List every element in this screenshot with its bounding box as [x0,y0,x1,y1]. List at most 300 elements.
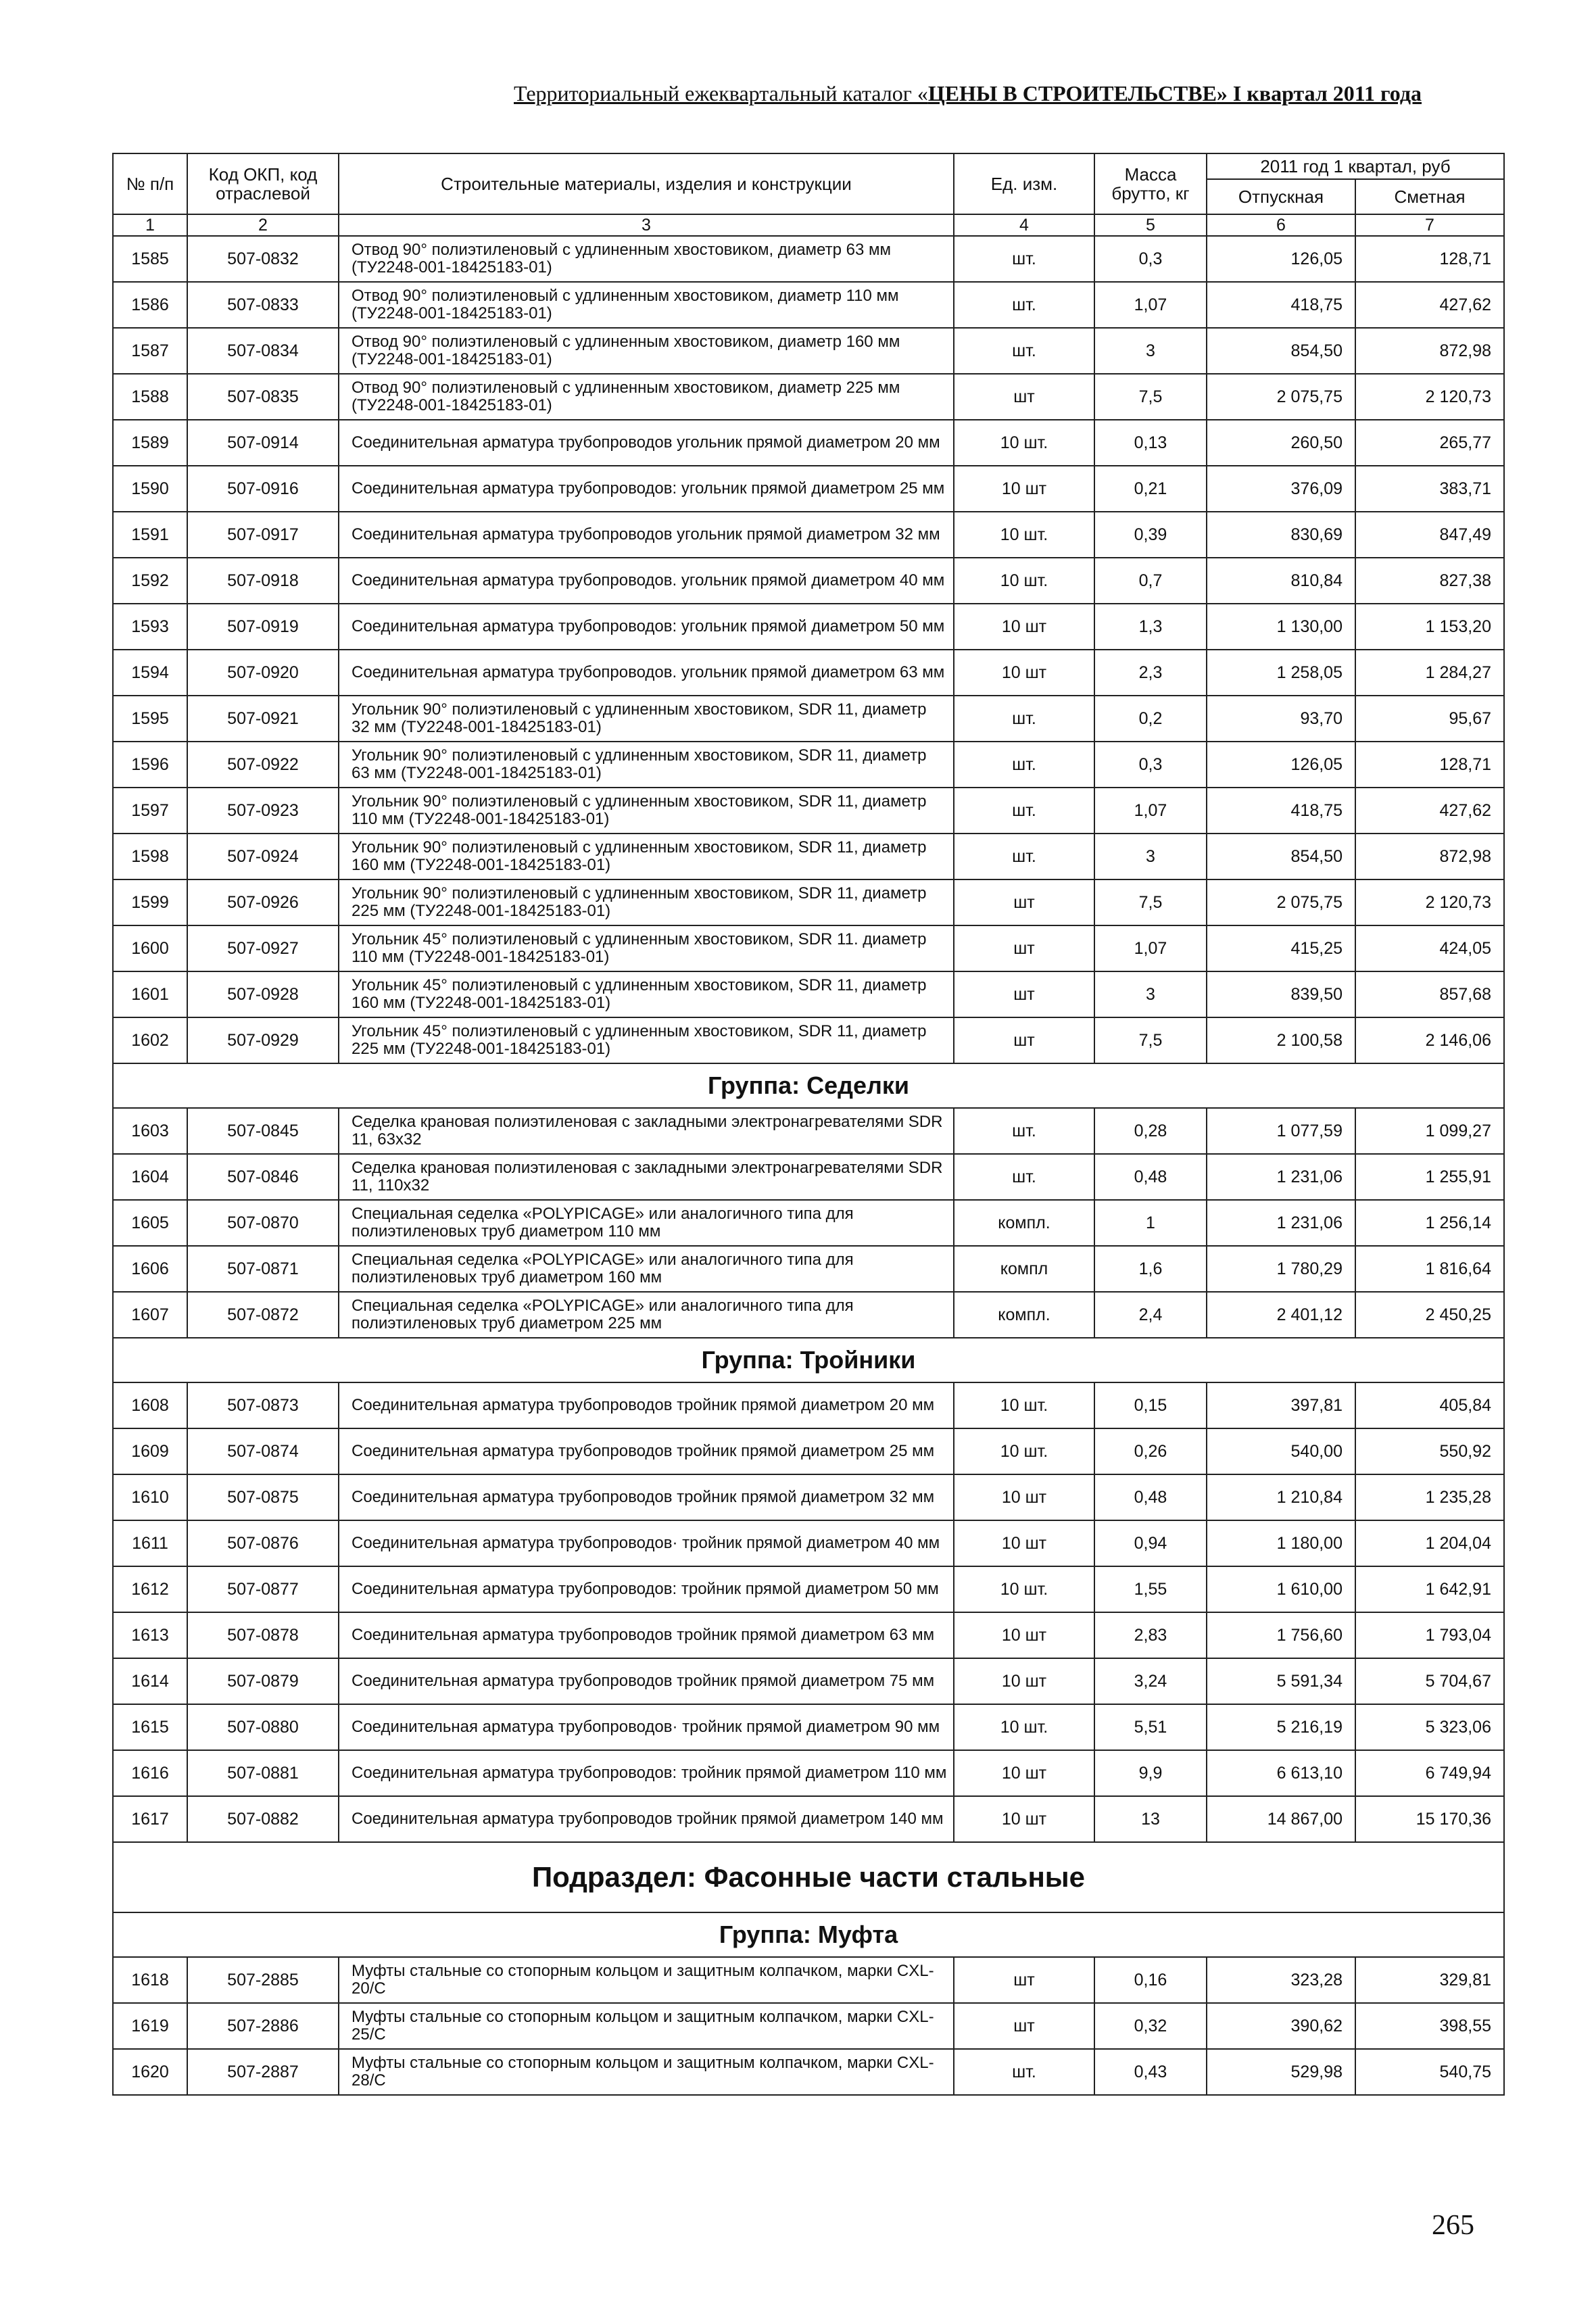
okp-code: 507-0881 [187,1750,339,1796]
release-price: 854,50 [1207,834,1355,879]
row-number: 1613 [113,1612,187,1658]
gross-mass: 5,51 [1094,1704,1207,1750]
row-number: 1599 [113,879,187,925]
material-name: Специальная седелка «POLYPICAGE» или аналогичного типа для полиэтиленовых труб диаметром 110 мм [339,1200,954,1246]
table-row [113,1520,1504,1566]
unit: 10 шт [954,1474,1094,1520]
estimate-price: 1 256,14 [1355,1200,1504,1246]
estimate-price: 265,77 [1355,420,1504,466]
unit: 10 шт. [954,1704,1094,1750]
table-row [113,696,1504,742]
table-row [113,374,1504,420]
subsection-heading-steel: Подраздел: Фасонные части стальные [113,1842,1504,1912]
unit: 10 шт. [954,420,1094,466]
release-price: 830,69 [1207,512,1355,558]
gross-mass: 1,07 [1094,282,1207,328]
row-number: 1594 [113,650,187,696]
row-number: 1595 [113,696,187,742]
release-price: 5 591,34 [1207,1658,1355,1704]
material-name: Соединительная арматура трубопроводов угольник прямой диаметром 32 мм [339,512,954,558]
table-row [113,236,1504,282]
release-price: 260,50 [1207,420,1355,466]
release-price: 854,50 [1207,328,1355,374]
okp-code: 507-0833 [187,282,339,328]
okp-code: 507-0874 [187,1428,339,1474]
material-name: Отвод 90° полиэтиленовый с удлиненным хвостовиком, диаметр 110 мм (ТУ2248-001-18425183-01) [339,282,954,328]
material-name: Соединительная арматура трубопроводов. угольник прямой диаметром 40 мм [339,558,954,604]
estimate-price: 424,05 [1355,925,1504,971]
row-number: 1615 [113,1704,187,1750]
gross-mass: 13 [1094,1796,1207,1842]
material-name: Муфты стальные со стопорным кольцом и защитным колпачком, марки CXL-20/C [339,1957,954,2003]
estimate-price: 872,98 [1355,834,1504,879]
table-row [113,1292,1504,1338]
column-number: 4 [954,214,1094,236]
material-name: Соединительная арматура трубопроводов: тройник прямой диаметром 50 мм [339,1566,954,1612]
gross-mass: 7,5 [1094,1017,1207,1063]
okp-code: 507-0916 [187,466,339,512]
material-name: Угольник 45° полиэтиленовый с удлиненным хвостовиком, SDR 11. диаметр 110 мм (ТУ2248-001-18425183-01) [339,925,954,971]
material-name: Соединительная арматура трубопроводов тройник прямой диаметром 75 мм [339,1658,954,1704]
release-price: 418,75 [1207,282,1355,328]
release-price: 14 867,00 [1207,1796,1355,1842]
col-code-header: Код ОКП, код отраслевой [187,153,339,214]
material-name: Седелка крановая полиэтиленовая с закладными электронагревателями SDR 11, 110x32 [339,1154,954,1200]
material-name: Специальная седелка «POLYPICAGE» или аналогичного типа для полиэтиленовых труб диаметром 160 мм [339,1246,954,1292]
table-row [113,1474,1504,1520]
release-price: 1 180,00 [1207,1520,1355,1566]
estimate-price: 550,92 [1355,1428,1504,1474]
okp-code: 507-0876 [187,1520,339,1566]
okp-code: 507-0878 [187,1612,339,1658]
estimate-price: 857,68 [1355,971,1504,1017]
row-number: 1617 [113,1796,187,1842]
estimate-price: 95,67 [1355,696,1504,742]
okp-code: 507-0877 [187,1566,339,1612]
gross-mass: 1,07 [1094,925,1207,971]
unit: компл. [954,1200,1094,1246]
gross-mass: 0,16 [1094,1957,1207,2003]
row-number: 1620 [113,2049,187,2095]
release-price: 6 613,10 [1207,1750,1355,1796]
okp-code: 507-0914 [187,420,339,466]
gross-mass: 0,39 [1094,512,1207,558]
table-row [113,1382,1504,1428]
row-number: 1585 [113,236,187,282]
unit: 10 шт. [954,1566,1094,1612]
row-number: 1604 [113,1154,187,1200]
row-number: 1603 [113,1108,187,1154]
row-number: 1600 [113,925,187,971]
material-name: Соединительная арматура трубопроводов· тройник прямой диаметром 40 мм [339,1520,954,1566]
release-price: 2 075,75 [1207,374,1355,420]
row-number: 1609 [113,1428,187,1474]
table-row [113,742,1504,788]
material-name: Соединительная арматура трубопроводов: тройник прямой диаметром 110 мм [339,1750,954,1796]
okp-code: 507-0917 [187,512,339,558]
material-name: Угольник 90° полиэтиленовый с удлиненным хвостовиком, SDR 11, диаметр 160 мм (ТУ2248-001-18425183-01) [339,834,954,879]
okp-code: 507-0871 [187,1246,339,1292]
release-price: 1 077,59 [1207,1108,1355,1154]
table-row [113,558,1504,604]
gross-mass: 7,5 [1094,374,1207,420]
unit: шт [954,925,1094,971]
column-number: 3 [339,214,954,236]
release-price: 397,81 [1207,1382,1355,1428]
estimate-price: 1 284,27 [1355,650,1504,696]
estimate-price: 2 120,73 [1355,374,1504,420]
material-name: Муфты стальные со стопорным кольцом и защитным колпачком, марки CXL-25/C [339,2003,954,2049]
table-row [113,834,1504,879]
header-title: ЦЕНЫ В СТРОИТЕЛЬСТВЕ [927,81,1217,105]
col-period-header: 2011 год 1 квартал, руб [1207,153,1504,179]
okp-code: 507-0921 [187,696,339,742]
unit: 10 шт [954,1658,1094,1704]
row-number: 1588 [113,374,187,420]
row-number: 1616 [113,1750,187,1796]
gross-mass: 3 [1094,971,1207,1017]
gross-mass: 0,28 [1094,1108,1207,1154]
gross-mass: 0,48 [1094,1474,1207,1520]
material-name: Отвод 90° полиэтиленовый с удлиненным хвостовиком, диаметр 160 мм (ТУ2248-001-18425183-01) [339,328,954,374]
table-row [113,1957,1504,2003]
unit: 10 шт [954,650,1094,696]
unit: шт. [954,328,1094,374]
gross-mass: 2,3 [1094,650,1207,696]
material-name: Соединительная арматура трубопроводов: угольник прямой диаметром 50 мм [339,604,954,650]
gross-mass: 1,07 [1094,788,1207,834]
table-row [113,1796,1504,1842]
gross-mass: 3 [1094,328,1207,374]
gross-mass: 0,26 [1094,1428,1207,1474]
row-number: 1589 [113,420,187,466]
material-name: Соединительная арматура трубопроводов: угольник прямой диаметром 25 мм [339,466,954,512]
release-price: 126,05 [1207,742,1355,788]
table-row [113,420,1504,466]
estimate-price: 1 255,91 [1355,1154,1504,1200]
gross-mass: 1,6 [1094,1246,1207,1292]
okp-code: 507-0834 [187,328,339,374]
gross-mass: 2,4 [1094,1292,1207,1338]
estimate-price: 2 146,06 [1355,1017,1504,1063]
unit: шт. [954,788,1094,834]
table-row [113,1658,1504,1704]
col-estimate-header: Сметная [1355,179,1504,214]
okp-code: 507-0923 [187,788,339,834]
table-row [113,1428,1504,1474]
row-number: 1593 [113,604,187,650]
table-row [113,1566,1504,1612]
gross-mass: 1,55 [1094,1566,1207,1612]
gross-mass: 0,3 [1094,742,1207,788]
okp-code: 507-0846 [187,1154,339,1200]
group-heading-coupling: Группа: Муфта [113,1912,1504,1957]
col-mass-header: Масса брутто, кг [1094,153,1207,214]
gross-mass: 3 [1094,834,1207,879]
unit: шт. [954,1154,1094,1200]
row-number: 1618 [113,1957,187,2003]
row-number: 1611 [113,1520,187,1566]
material-name: Угольник 90° полиэтиленовый с удлиненным хвостовиком, SDR 11, диаметр 63 мм (ТУ2248-001-18425183-01) [339,742,954,788]
release-price: 126,05 [1207,236,1355,282]
row-number: 1587 [113,328,187,374]
unit: шт. [954,1108,1094,1154]
row-number: 1610 [113,1474,187,1520]
estimate-price: 5 323,06 [1355,1704,1504,1750]
okp-code: 507-0882 [187,1796,339,1842]
table-row [113,1612,1504,1658]
row-number: 1596 [113,742,187,788]
estimate-price: 398,55 [1355,2003,1504,2049]
table-row [113,925,1504,971]
page-number: 265 [1432,2210,1474,2241]
estimate-price: 1 642,91 [1355,1566,1504,1612]
row-number: 1619 [113,2003,187,2049]
estimate-price: 847,49 [1355,512,1504,558]
okp-code: 507-0873 [187,1382,339,1428]
row-number: 1605 [113,1200,187,1246]
table-row [113,650,1504,696]
release-price: 5 216,19 [1207,1704,1355,1750]
row-number: 1602 [113,1017,187,1063]
okp-code: 507-0922 [187,742,339,788]
estimate-price: 2 120,73 [1355,879,1504,925]
unit: 10 шт [954,1520,1094,1566]
table-row [113,466,1504,512]
column-number: 6 [1207,214,1355,236]
material-name: Отвод 90° полиэтиленовый с удлиненным хвостовиком, диаметр 225 мм (ТУ2248-001-18425183-01) [339,374,954,420]
gross-mass: 0,2 [1094,696,1207,742]
estimate-price: 128,71 [1355,742,1504,788]
row-number: 1606 [113,1246,187,1292]
col-num-header: № п/п [113,153,187,214]
table-row [113,1108,1504,1154]
table-row [113,1246,1504,1292]
table-row [113,879,1504,925]
material-name: Соединительная арматура трубопроводов тройник прямой диаметром 25 мм [339,1428,954,1474]
estimate-price: 5 704,67 [1355,1658,1504,1704]
column-number: 1 [113,214,187,236]
col-unit-header: Ед. изм. [954,153,1094,214]
estimate-price: 128,71 [1355,236,1504,282]
unit: шт. [954,282,1094,328]
okp-code: 507-0928 [187,971,339,1017]
estimate-price: 1 235,28 [1355,1474,1504,1520]
table-row [113,2003,1504,2049]
group-heading-tees: Группа: Тройники [113,1338,1504,1382]
release-price: 1 210,84 [1207,1474,1355,1520]
release-price: 529,98 [1207,2049,1355,2095]
estimate-price: 872,98 [1355,328,1504,374]
estimate-price: 15 170,36 [1355,1796,1504,1842]
gross-mass: 0,21 [1094,466,1207,512]
row-number: 1608 [113,1382,187,1428]
column-number: 7 [1355,214,1504,236]
release-price: 2 075,75 [1207,879,1355,925]
release-price: 390,62 [1207,2003,1355,2049]
unit: шт. [954,236,1094,282]
okp-code: 507-0919 [187,604,339,650]
material-name: Угольник 90° полиэтиленовый с удлиненным хвостовиком, SDR 11, диаметр 225 мм (ТУ2248-001-18425183-01) [339,879,954,925]
unit: 10 шт. [954,558,1094,604]
unit: 10 шт [954,1612,1094,1658]
gross-mass: 0,48 [1094,1154,1207,1200]
gross-mass: 0,7 [1094,558,1207,604]
material-name: Угольник 90° полиэтиленовый с удлиненным хвостовиком, SDR 11, диаметр 32 мм (ТУ2248-001-18425183-01) [339,696,954,742]
release-price: 540,00 [1207,1428,1355,1474]
material-name: Соединительная арматура трубопроводов тройник прямой диаметром 20 мм [339,1382,954,1428]
unit: 10 шт [954,1796,1094,1842]
row-number: 1591 [113,512,187,558]
table-row [113,971,1504,1017]
release-price: 839,50 [1207,971,1355,1017]
release-price: 323,28 [1207,1957,1355,2003]
unit: шт. [954,834,1094,879]
material-name: Соединительная арматура трубопроводов тройник прямой диаметром 63 мм [339,1612,954,1658]
row-number: 1592 [113,558,187,604]
release-price: 2 100,58 [1207,1017,1355,1063]
release-price: 1 231,06 [1207,1200,1355,1246]
estimate-price: 1 816,64 [1355,1246,1504,1292]
col-name-header: Строительные материалы, изделия и конструкции [339,153,954,214]
group-heading-saddles: Группа: Седелки [113,1063,1504,1108]
okp-code: 507-0879 [187,1658,339,1704]
release-price: 376,09 [1207,466,1355,512]
table-row [113,1200,1504,1246]
material-name: Соединительная арматура трубопроводов угольник прямой диаметром 20 мм [339,420,954,466]
unit: 10 шт. [954,512,1094,558]
release-price: 1 610,00 [1207,1566,1355,1612]
column-number: 5 [1094,214,1207,236]
gross-mass: 0,43 [1094,2049,1207,2095]
release-price: 418,75 [1207,788,1355,834]
release-price: 93,70 [1207,696,1355,742]
release-price: 1 231,06 [1207,1154,1355,1200]
unit: шт [954,1957,1094,2003]
row-number: 1586 [113,282,187,328]
material-name: Угольник 45° полиэтиленовый с удлиненным хвостовиком, SDR 11, диаметр 160 мм (ТУ2248-001-18425183-01) [339,971,954,1017]
column-number: 2 [187,214,339,236]
release-price: 810,84 [1207,558,1355,604]
rows-tees [113,1382,1504,1842]
gross-mass: 0,3 [1094,236,1207,282]
table-row [113,328,1504,374]
estimate-price: 427,62 [1355,788,1504,834]
estimate-price: 383,71 [1355,466,1504,512]
table-row [113,1750,1504,1796]
unit: шт. [954,742,1094,788]
estimate-price: 540,75 [1355,2049,1504,2095]
gross-mass: 0,13 [1094,420,1207,466]
estimate-price: 329,81 [1355,1957,1504,2003]
col-release-header: Отпускная [1207,179,1355,214]
table-row [113,512,1504,558]
gross-mass: 0,32 [1094,2003,1207,2049]
material-name: Седелка крановая полиэтиленовая с закладными электронагревателями SDR 11, 63x32 [339,1108,954,1154]
release-price: 1 130,00 [1207,604,1355,650]
gross-mass: 0,94 [1094,1520,1207,1566]
unit: шт. [954,696,1094,742]
unit: 10 шт. [954,1382,1094,1428]
unit: шт. [954,2049,1094,2095]
unit: компл [954,1246,1094,1292]
unit: шт [954,879,1094,925]
unit: шт [954,971,1094,1017]
okp-code: 507-0875 [187,1474,339,1520]
row-number: 1598 [113,834,187,879]
table-row [113,604,1504,650]
gross-mass: 7,5 [1094,879,1207,925]
material-name: Муфты стальные со стопорным кольцом и защитным колпачком, марки CXL-28/C [339,2049,954,2095]
table-row [113,2049,1504,2095]
release-price: 1 780,29 [1207,1246,1355,1292]
okp-code: 507-0870 [187,1200,339,1246]
row-number: 1597 [113,788,187,834]
running-header [514,81,1482,106]
row-number: 1601 [113,971,187,1017]
gross-mass: 3,24 [1094,1658,1207,1704]
gross-mass: 1,3 [1094,604,1207,650]
table-row [113,788,1504,834]
estimate-price: 1 099,27 [1355,1108,1504,1154]
material-name: Соединительная арматура трубопроводов. угольник прямой диаметром 63 мм [339,650,954,696]
unit: 10 шт [954,604,1094,650]
row-number: 1612 [113,1566,187,1612]
rows-fittings [113,236,1504,1063]
table-row [113,1017,1504,1063]
gross-mass: 1 [1094,1200,1207,1246]
material-name: Угольник 45° полиэтиленовый с удлиненным хвостовиком, SDR 11, диаметр 225 мм (ТУ2248-001-18425183-01) [339,1017,954,1063]
gross-mass: 0,15 [1094,1382,1207,1428]
rows-couplings [113,1957,1504,2095]
column-number-row [113,214,1504,236]
unit: 10 шт [954,1750,1094,1796]
okp-code: 507-2885 [187,1957,339,2003]
release-price: 2 401,12 [1207,1292,1355,1338]
okp-code: 507-0926 [187,879,339,925]
gross-mass: 9,9 [1094,1750,1207,1796]
okp-code: 507-0920 [187,650,339,696]
okp-code: 507-0924 [187,834,339,879]
okp-code: 507-0918 [187,558,339,604]
material-name: Соединительная арматура трубопроводов тройник прямой диаметром 32 мм [339,1474,954,1520]
okp-code: 507-2887 [187,2049,339,2095]
unit: 10 шт [954,466,1094,512]
header-prefix: Территориальный ежеквартальный каталог « [514,81,928,105]
okp-code: 507-0872 [187,1292,339,1338]
material-name: Соединительная арматура трубопроводов· тройник прямой диаметром 90 мм [339,1704,954,1750]
unit: шт [954,2003,1094,2049]
gross-mass: 2,83 [1094,1612,1207,1658]
rows-saddles [113,1108,1504,1338]
estimate-price: 6 749,94 [1355,1750,1504,1796]
okp-code: 507-0880 [187,1704,339,1750]
okp-code: 507-0832 [187,236,339,282]
estimate-price: 427,62 [1355,282,1504,328]
row-number: 1614 [113,1658,187,1704]
estimate-price: 2 450,25 [1355,1292,1504,1338]
estimate-price: 827,38 [1355,558,1504,604]
table-row [113,1704,1504,1750]
material-name: Соединительная арматура трубопроводов тройник прямой диаметром 140 мм [339,1796,954,1842]
material-name: Угольник 90° полиэтиленовый с удлиненным хвостовиком, SDR 11, диаметр 110 мм (ТУ2248-001-18425183-01) [339,788,954,834]
material-name: Отвод 90° полиэтиленовый с удлиненным хвостовиком, диаметр 63 мм (ТУ2248-001-18425183-01) [339,236,954,282]
header-suffix: » I квартал 2011 года [1216,81,1422,105]
unit: компл. [954,1292,1094,1338]
unit: 10 шт. [954,1428,1094,1474]
okp-code: 507-0845 [187,1108,339,1154]
okp-code: 507-0929 [187,1017,339,1063]
